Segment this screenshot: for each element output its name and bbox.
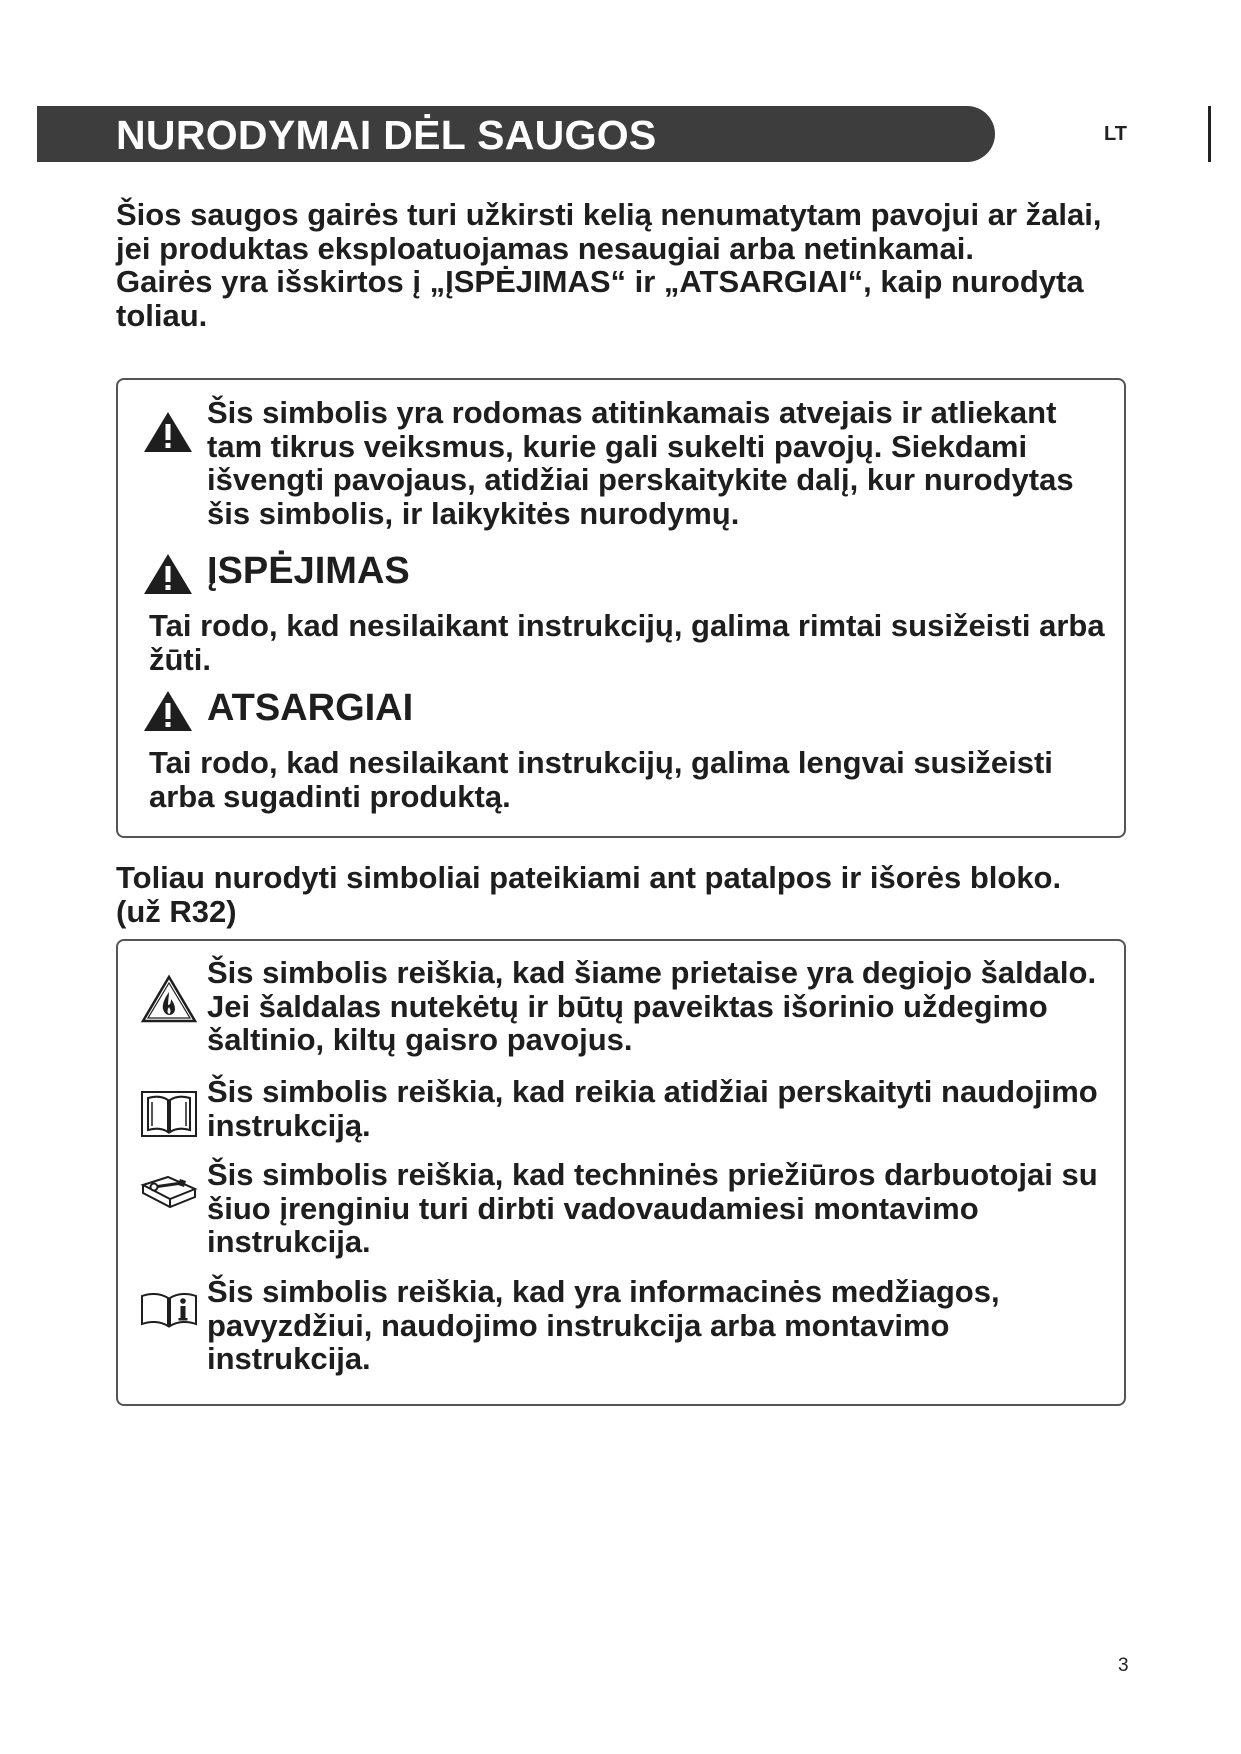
service-manual-icon xyxy=(140,1171,198,1215)
edge-divider xyxy=(1208,106,1211,162)
symbols-heading: Toliau nurodyti simboliai pateikiami ant patalpos ir išorės bloko. (už R32) xyxy=(116,860,1062,929)
warning-triangle-icon xyxy=(142,410,194,454)
warning-description: Tai rodo, kad nesilaikant instrukcijų, galima rimtai susižeisti arba žūti. xyxy=(149,608,1105,677)
symbol-description-service-manual: Šis simbolis reiškia, kad techninės priežiūros darbuotojai su šiuo įrenginiu turi dirbti vadovaudamiesi montavimo instrukcija. xyxy=(207,1157,1098,1259)
page-number: 3 xyxy=(1118,1655,1129,1676)
caution-description: Tai rodo, kad nesilaikant instrukcijų, galima lengvai susižeisti arba sugadinti produktą. xyxy=(149,745,1053,814)
operation-manual-icon xyxy=(140,1088,198,1138)
intro-text xyxy=(116,198,1106,332)
symbol-description-information: Šis simbolis reiškia, kad yra informacinės medžiagos, pavyzdžiui, naudojimo instrukcija arba montavimo instrukcija. xyxy=(207,1274,1000,1376)
warning-box xyxy=(116,378,1126,838)
intro-paragraph-2: Gairės yra išskirtos į „ĮSPĖJIMAS“ ir „ATSARGIAI“, kaip nurodyta toliau. xyxy=(116,264,1084,333)
warning-label: ĮSPĖJIMAS xyxy=(207,550,410,592)
information-manual-icon xyxy=(140,1288,198,1330)
symbol-description-operation-manual: Šis simbolis reiškia, kad reikia atidžiai perskaityti naudojimo instrukciją. xyxy=(207,1074,1098,1143)
symbols-box xyxy=(116,939,1126,1406)
warning-triangle-icon xyxy=(142,689,194,733)
caution-label: ATSARGIAI xyxy=(207,687,414,729)
intro-paragraph-1: Šios saugos gairės turi užkirsti kelią nenumatytam pavojui ar žalai, jei produktas eksploatuojamas nesaugiai arba netinkamai. xyxy=(116,197,1102,266)
page-title: NURODYMAI DĖL SAUGOS xyxy=(116,112,657,158)
language-code: LT xyxy=(1104,123,1127,145)
symbol-explanation: Šis simbolis yra rodomas atitinkamais atvejais ir atliekant tam tikrus veiksmus, kurie gali sukelti pavojų. Siekdami išvengti pavojaus, atidžiai perskaitykite dalį, kur nurodytas šis simbolis, ir laikykitės nurodymų. xyxy=(207,395,1074,531)
symbol-description-flammable: Šis simbolis reiškia, kad šiame prietaise yra degiojo šaldalo. Jei šaldalas nutekėtų ir būtų paveiktas išorinio uždegimo šaltinio, kiltų gaisro pavojus. xyxy=(207,955,1097,1057)
flammable-refrigerant-icon xyxy=(140,974,198,1024)
warning-triangle-icon xyxy=(142,552,194,596)
